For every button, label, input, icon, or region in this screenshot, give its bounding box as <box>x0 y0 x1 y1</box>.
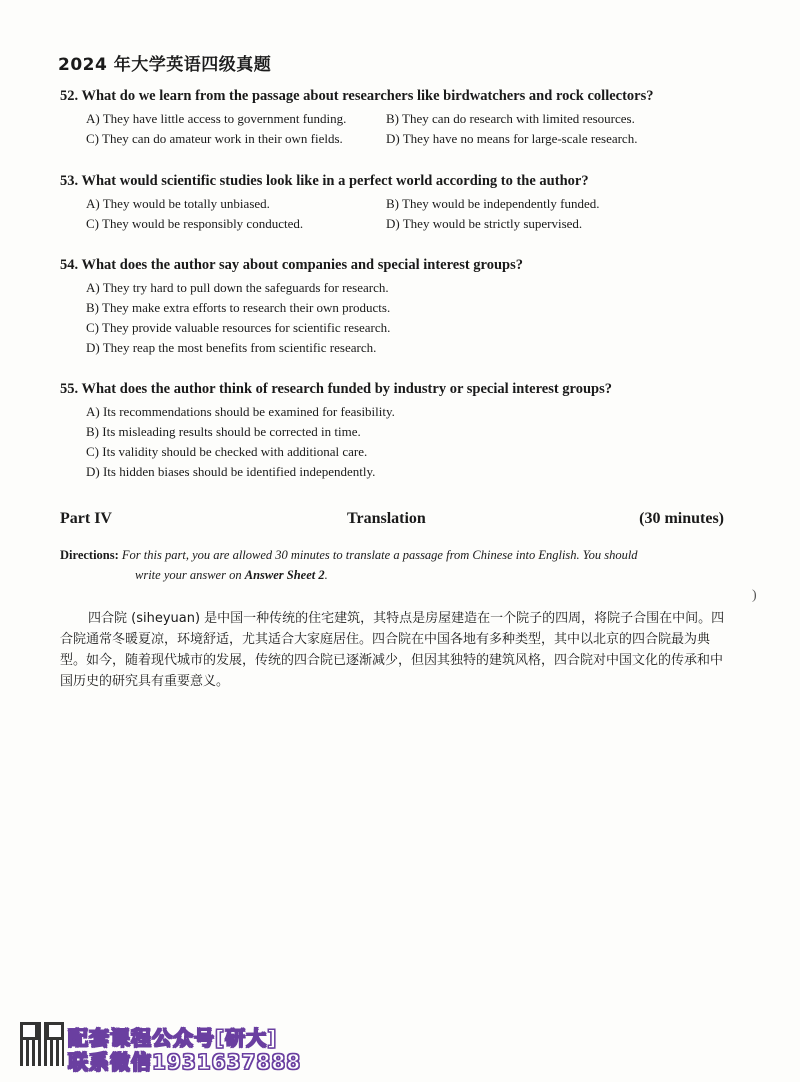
option-d: D) Its hidden biases should be identified independently. <box>86 464 376 479</box>
option-d: D) They have no means for large-scale research. <box>386 131 638 146</box>
part-number: Part IV <box>60 510 112 527</box>
option-d: D) They reap the most benefits from scientific research. <box>86 340 377 355</box>
directions-end: . <box>324 568 328 582</box>
option-c: C) They can do amateur work in their own fields. <box>86 131 343 146</box>
promo-line-1: 配套课程公众号[研大] <box>68 1026 278 1050</box>
options-grid <box>86 196 760 232</box>
qr-code-icon <box>20 1022 64 1066</box>
option-a: A) They have little access to government funding. <box>86 111 347 126</box>
question-52 <box>60 88 760 147</box>
option-a: A) Its recommendations should be examined for feasibility. <box>86 404 395 419</box>
directions-text: For this part, you are allowed 30 minutes to translate a passage from Chinese into English. You should <box>121 548 638 562</box>
question-stem: 53. What would scientific studies look like in a perfect world according to the author? <box>60 173 589 189</box>
option-a: A) They try hard to pull down the safeguards for research. <box>86 280 389 295</box>
translation-passage: 四合院 (siheyuan) 是中国一种传统的住宅建筑，其特点是房屋建造在一个院子的四周，将院子合围在中间。四合院通常冬暖夏凉，环境舒适，尤其适合大家庭居住。四合院在中国各地有多种类型，其中以北京的四合院最为典型。如今，随着现代城市的发展，传统的四合院已逐渐减少，但因其独特的建筑风格，四合院对中国文化的传承和中国历史的研究具有重要意义。 <box>60 611 725 689</box>
option-c: C) Its validity should be checked with additional care. <box>86 444 368 459</box>
option-b: B) Its misleading results should be corrected in time. <box>86 424 361 439</box>
question-55 <box>60 381 760 484</box>
directions-label: Directions: <box>60 548 119 562</box>
option-d: D) They would be strictly supervised. <box>386 216 583 231</box>
options-list <box>86 404 760 480</box>
part-name: Translation <box>347 510 426 527</box>
part-time: (30 minutes) <box>639 510 724 527</box>
option-b: B) They would be independently funded. <box>386 196 600 211</box>
page-header: 2024 年大学英语四级真题 <box>58 55 272 75</box>
option-b: B) They make extra efforts to research their own products. <box>86 300 391 315</box>
question-stem: 52. What do we learn from the passage about researchers like birdwatchers and rock collectors? <box>60 88 654 104</box>
question-54 <box>60 257 760 360</box>
margin-mark: ) <box>752 588 757 603</box>
directions-text-2: write your answer on <box>135 568 242 582</box>
question-stem: 55. What does the author think of research funded by industry or special interest groups? <box>60 381 613 397</box>
options-list <box>86 280 760 356</box>
option-b: B) They can do research with limited resources. <box>386 111 635 126</box>
answer-sheet-ref: Answer Sheet 2 <box>244 568 325 582</box>
question-53 <box>60 173 760 232</box>
option-c: C) They provide valuable resources for scientific research. <box>86 320 391 335</box>
option-c: C) They would be responsibly conducted. <box>86 216 304 231</box>
option-a: A) They would be totally unbiased. <box>86 196 270 211</box>
directions <box>60 545 732 585</box>
question-stem: 54. What does the author say about companies and special interest groups? <box>60 257 523 273</box>
promo-line-2: 联系微信1931637888 <box>68 1050 302 1074</box>
options-grid <box>86 111 760 147</box>
